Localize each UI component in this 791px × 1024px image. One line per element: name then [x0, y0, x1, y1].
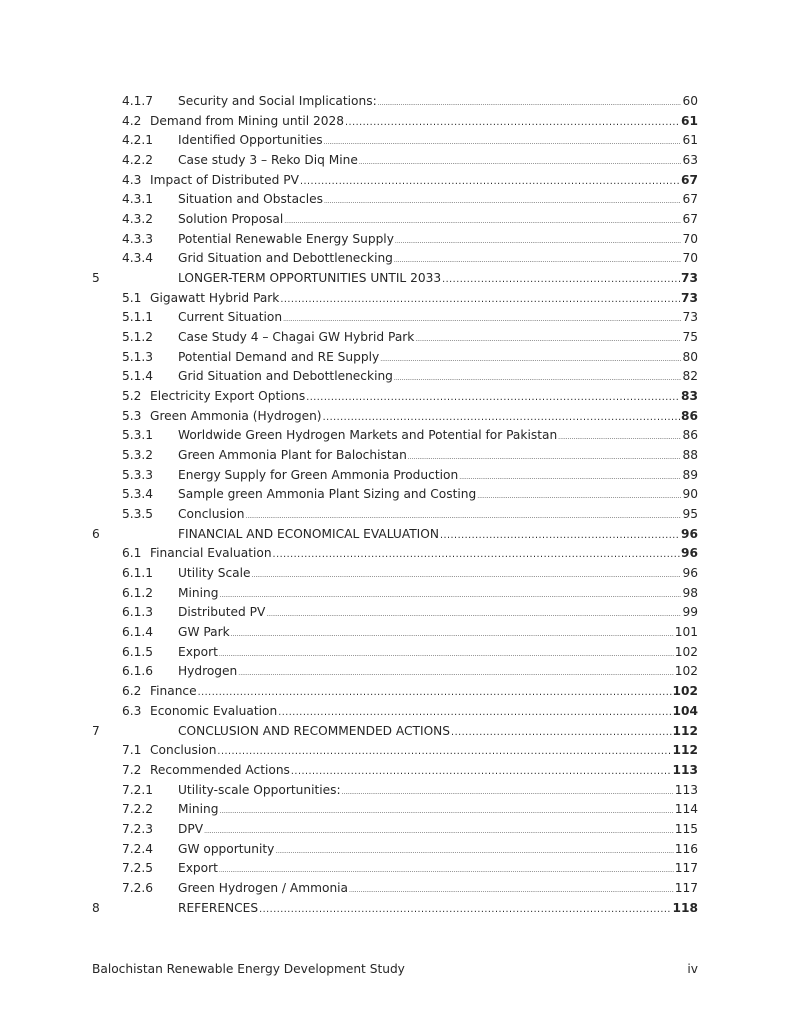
- toc-entry-page: 117: [674, 880, 698, 895]
- toc-entry-title: Electricity Export Options: [150, 389, 306, 404]
- toc-entry-line: [150, 682, 698, 703]
- toc-entry-number: 6.3: [122, 703, 142, 718]
- toc-entry-line: [150, 761, 698, 782]
- toc-entry-number: 4.2.2: [122, 153, 154, 168]
- toc-entry-number: 7.2.5: [122, 861, 154, 876]
- toc-entry-line: [178, 269, 698, 290]
- toc-entry-title: Financial Evaluation: [150, 546, 272, 561]
- toc-dot-leader: [266, 603, 681, 625]
- toc-entry-number: 5.3: [122, 408, 142, 423]
- toc-entry-line: [178, 564, 698, 586]
- toc-dot-leader: [324, 131, 682, 153]
- toc-entry-number: 5.3.4: [122, 487, 154, 502]
- toc-entry-line: [178, 603, 698, 625]
- toc-entry-number: 6.1: [122, 546, 142, 561]
- toc-entry-line: [150, 702, 698, 723]
- toc-entry-number: 6.1.1: [122, 566, 154, 581]
- toc-entry-page: 67: [682, 192, 698, 207]
- toc-entry-line: [150, 544, 698, 565]
- toc-dot-leader: [359, 151, 682, 173]
- toc-entry-number: 5.3.5: [122, 507, 154, 522]
- toc-entry-page: 96: [681, 526, 698, 541]
- toc-dot-leader: [245, 505, 681, 527]
- toc-entry-number: 5.1.4: [122, 369, 154, 384]
- toc-dot-leader: [442, 269, 680, 290]
- toc-dot-leader: [198, 682, 672, 703]
- toc-entry-title: Impact of Distributed PV: [150, 172, 299, 187]
- toc-entry-page: 73: [682, 310, 698, 325]
- toc-dot-leader: [394, 249, 682, 271]
- toc-dot-leader: [219, 800, 673, 822]
- toc-entry-title: REFERENCES: [178, 900, 259, 915]
- toc-entry[interactable]: [0, 348, 791, 368]
- toc-dot-leader: [278, 702, 671, 723]
- toc-dot-leader: [395, 230, 682, 252]
- toc-entry-line: [178, 92, 698, 114]
- toc-entry-line: [150, 289, 698, 310]
- toc-entry-page: 89: [682, 467, 698, 482]
- toc-entry-number: 5.3.3: [122, 467, 154, 482]
- toc-entry[interactable]: [0, 210, 791, 230]
- toc-entry[interactable]: [0, 859, 791, 879]
- toc-entry[interactable]: [0, 485, 791, 505]
- toc-dot-leader: [477, 485, 681, 507]
- toc-entry-number: 7.2.6: [122, 880, 154, 895]
- toc-entry-title: Grid Situation and Debottlenecking: [178, 369, 393, 384]
- toc-entry-line: [178, 446, 698, 468]
- toc-entry-title: Economic Evaluation: [150, 703, 278, 718]
- toc-entry-title: Security and Social Implications:: [178, 94, 377, 108]
- toc-dot-leader: [238, 662, 673, 684]
- toc-entry-page: 99: [682, 605, 698, 620]
- toc-dot-leader: [342, 781, 674, 803]
- toc-entry-number: 4.2.1: [122, 133, 154, 148]
- toc-entry-title: Recommended Actions: [150, 762, 290, 777]
- toc-entry[interactable]: [0, 603, 791, 623]
- toc-entry-line: [178, 781, 698, 803]
- toc-entry[interactable]: [0, 328, 791, 348]
- toc-entry-title: Grid Situation and Debottlenecking: [178, 251, 393, 266]
- toc-entry-page: 86: [681, 408, 698, 423]
- toc-entry-page: 82: [682, 369, 698, 384]
- toc-dot-leader: [231, 623, 674, 645]
- toc-entry-page: 113: [674, 782, 698, 797]
- toc-entry[interactable]: [0, 544, 791, 564]
- toc-entry[interactable]: [0, 151, 791, 171]
- toc-entry-number: 5: [92, 271, 100, 286]
- toc-entry-title: FINANCIAL AND ECONOMICAL EVALUATION: [178, 526, 439, 541]
- toc-entry-line: [150, 112, 698, 133]
- toc-entry-number: 6.1.2: [122, 585, 154, 600]
- toc-entry-number: 7.2.4: [122, 841, 154, 856]
- toc-entry-title: Export: [178, 644, 218, 659]
- toc-entry-line: [178, 230, 698, 252]
- page-footer: [92, 962, 698, 976]
- toc-entry-number: 7.1: [122, 743, 142, 758]
- toc-entry-page: 118: [672, 900, 698, 915]
- toc-dot-leader: [283, 308, 681, 330]
- toc-entry-title: Case study 3 – Reko Diq Mine: [178, 153, 358, 168]
- toc-entry[interactable]: [0, 662, 791, 682]
- toc-entry-line: [178, 210, 698, 232]
- toc-entry-title: Identified Opportunities: [178, 133, 323, 148]
- toc-entry[interactable]: [0, 131, 791, 151]
- toc-entry-page: 73: [681, 290, 698, 305]
- toc-entry-page: 112: [672, 723, 698, 738]
- toc-dot-leader: [558, 426, 681, 448]
- toc-entry-title: Hydrogen: [178, 664, 238, 679]
- toc-dot-leader: [291, 761, 672, 782]
- toc-entry-title: Green Hydrogen / Ammonia: [178, 880, 349, 895]
- toc-entry-page: 83: [681, 389, 698, 404]
- toc-entry-page: 95: [682, 507, 698, 522]
- toc-entry-number: 4.3: [122, 172, 142, 187]
- toc-entry-line: [178, 348, 698, 370]
- toc-entry-page: 70: [682, 251, 698, 266]
- table-of-contents: [0, 92, 791, 918]
- toc-entry-line: [178, 485, 698, 507]
- toc-entry-number: 4.3.4: [122, 251, 154, 266]
- toc-entry[interactable]: [0, 781, 791, 801]
- toc-entry-number: 7.2.2: [122, 802, 154, 817]
- toc-entry-title: Export: [178, 861, 218, 876]
- toc-entry[interactable]: [0, 112, 791, 132]
- toc-entry-title: Mining: [178, 802, 219, 817]
- toc-entry[interactable]: [0, 525, 791, 545]
- toc-entry-page: 102: [674, 644, 698, 659]
- toc-entry[interactable]: [0, 623, 791, 643]
- toc-dot-leader: [451, 722, 672, 743]
- toc-dot-leader: [378, 92, 682, 114]
- toc-entry-page: 98: [682, 585, 698, 600]
- toc-entry-number: 4.1.7: [122, 94, 154, 108]
- toc-entry-title: Solution Proposal: [178, 212, 284, 227]
- toc-entry[interactable]: [0, 584, 791, 604]
- toc-entry-number: 7.2: [122, 762, 142, 777]
- toc-dot-leader: [219, 859, 674, 881]
- toc-entry-page: 70: [682, 231, 698, 246]
- toc-entry-line: [150, 741, 698, 762]
- toc-entry-title: GW Park: [178, 625, 230, 640]
- toc-entry-line: [150, 407, 698, 428]
- toc-entry-title: Utility Scale: [178, 566, 251, 581]
- toc-dot-leader: [273, 544, 680, 565]
- toc-entry-page: 61: [681, 113, 698, 128]
- toc-entry-title: Sample green Ammonia Plant Sizing and Costing: [178, 487, 477, 502]
- toc-dot-leader: [280, 289, 680, 310]
- toc-entry-page: 102: [674, 664, 698, 679]
- toc-entry[interactable]: [0, 92, 791, 112]
- toc-entry[interactable]: [0, 387, 791, 407]
- toc-entry-line: [178, 328, 698, 350]
- toc-entry-line: [178, 466, 698, 488]
- toc-entry-page: 86: [682, 428, 698, 443]
- toc-dot-leader: [415, 328, 681, 350]
- toc-entry-page: 73: [681, 271, 698, 286]
- toc-entry-title: Distributed PV: [178, 605, 266, 620]
- toc-entry-line: [178, 308, 698, 330]
- toc-entry-number: 4.3.3: [122, 231, 154, 246]
- toc-entry-title: Utility-scale Opportunities:: [178, 782, 341, 797]
- toc-entry-line: [178, 151, 698, 173]
- toc-entry-title: Demand from Mining until 2028: [150, 113, 345, 128]
- toc-entry-number: 7.2.1: [122, 782, 154, 797]
- toc-entry-line: [150, 171, 698, 192]
- toc-entry-title: Potential Demand and RE Supply: [178, 349, 380, 364]
- toc-entry-number: 6: [92, 526, 100, 541]
- toc-entry-page: 101: [674, 625, 698, 640]
- toc-entry-page: 88: [682, 448, 698, 463]
- toc-entry-number: 5.1.1: [122, 310, 154, 325]
- toc-entry[interactable]: [0, 741, 791, 761]
- toc-dot-leader: [394, 367, 682, 389]
- toc-entry-page: 67: [682, 212, 698, 227]
- toc-entry[interactable]: [0, 426, 791, 446]
- toc-entry-title: GW opportunity: [178, 841, 275, 856]
- toc-entry-line: [178, 190, 698, 212]
- toc-entry-number: 4.3.1: [122, 192, 154, 207]
- toc-entry-title: Potential Renewable Energy Supply: [178, 231, 394, 246]
- toc-entry-line: [178, 426, 698, 448]
- toc-entry[interactable]: [0, 308, 791, 328]
- toc-entry-page: 61: [682, 133, 698, 148]
- toc-entry-line: [178, 367, 698, 389]
- toc-entry-title: DPV: [178, 821, 204, 836]
- toc-entry-number: 6.1.3: [122, 605, 154, 620]
- toc-entry-page: 112: [672, 743, 698, 758]
- toc-entry-line: [178, 584, 698, 606]
- toc-entry[interactable]: [0, 761, 791, 781]
- toc-dot-leader: [217, 741, 671, 762]
- toc-entry-title: Case Study 4 – Chagai GW Hybrid Park: [178, 330, 415, 345]
- toc-dot-leader: [306, 387, 680, 408]
- toc-entry-number: 5.1: [122, 290, 142, 305]
- toc-entry-number: 5.1.3: [122, 349, 154, 364]
- toc-entry-number: 7.2.3: [122, 821, 154, 836]
- toc-entry[interactable]: [0, 171, 791, 191]
- toc-dot-leader: [459, 466, 681, 488]
- toc-entry[interactable]: [0, 505, 791, 525]
- toc-entry-page: 114: [674, 802, 698, 817]
- toc-entry-page: 104: [672, 703, 698, 718]
- toc-entry-title: Conclusion: [150, 743, 217, 758]
- toc-entry-line: [178, 722, 698, 743]
- toc-entry-line: [178, 505, 698, 527]
- toc-entry[interactable]: [0, 230, 791, 250]
- toc-entry-number: 8: [92, 900, 100, 915]
- toc-entry[interactable]: [0, 702, 791, 722]
- toc-dot-leader: [284, 210, 681, 232]
- toc-entry-number: 5.2: [122, 389, 142, 404]
- toc-dot-leader: [219, 584, 681, 606]
- toc-dot-leader: [275, 840, 673, 862]
- toc-entry-line: [178, 859, 698, 881]
- toc-entry-number: 4.2: [122, 113, 142, 128]
- toc-dot-leader: [380, 348, 681, 370]
- toc-entry[interactable]: [0, 249, 791, 269]
- toc-entry-number: 7: [92, 723, 100, 738]
- toc-entry[interactable]: [0, 564, 791, 584]
- toc-entry-line: [178, 662, 698, 684]
- toc-entry-page: 63: [682, 153, 698, 168]
- toc-entry-title: Finance: [150, 684, 197, 699]
- toc-dot-leader: [300, 171, 680, 192]
- toc-entry-page: 67: [681, 172, 698, 187]
- toc-entry-number: 5.3.1: [122, 428, 154, 443]
- toc-entry-line: [150, 387, 698, 408]
- toc-dot-leader: [324, 190, 682, 212]
- toc-entry[interactable]: [0, 367, 791, 387]
- toc-entry-number: 6.1.5: [122, 644, 154, 659]
- toc-entry-page: 115: [674, 821, 698, 836]
- toc-entry-title: Green Ammonia Plant for Balochistan: [178, 448, 407, 463]
- toc-entry[interactable]: [0, 722, 791, 742]
- toc-dot-leader: [219, 643, 674, 665]
- toc-entry-line: [178, 525, 698, 546]
- footer-title: Balochistan Renewable Energy Development Study: [92, 962, 405, 976]
- toc-entry-line: [178, 131, 698, 153]
- toc-entry-title: Mining: [178, 585, 219, 600]
- toc-entry[interactable]: [0, 289, 791, 309]
- toc-entry-page: 96: [682, 566, 698, 581]
- toc-entry[interactable]: [0, 899, 791, 919]
- toc-dot-leader: [408, 446, 682, 468]
- toc-entry-line: [178, 840, 698, 862]
- toc-entry-page: 116: [674, 841, 698, 856]
- toc-entry[interactable]: [0, 879, 791, 899]
- toc-entry-number: 6.2: [122, 684, 142, 699]
- toc-entry[interactable]: [0, 269, 791, 289]
- toc-entry[interactable]: [0, 820, 791, 840]
- toc-entry-title: Situation and Obstacles: [178, 192, 323, 207]
- toc-entry-page: 102: [672, 684, 698, 699]
- toc-entry[interactable]: [0, 682, 791, 702]
- toc-entry-line: [178, 623, 698, 645]
- toc-dot-leader: [440, 525, 680, 546]
- toc-entry[interactable]: [0, 190, 791, 210]
- toc-entry-title: Energy Supply for Green Ammonia Production: [178, 467, 459, 482]
- toc-entry-line: [178, 879, 698, 901]
- toc-entry[interactable]: [0, 643, 791, 663]
- toc-dot-leader: [252, 564, 682, 586]
- toc-entry-line: [178, 643, 698, 665]
- toc-dot-leader: [204, 820, 674, 842]
- toc-entry-page: 90: [682, 487, 698, 502]
- toc-entry-page: 117: [674, 861, 698, 876]
- toc-dot-leader: [349, 879, 674, 901]
- toc-entry[interactable]: [0, 407, 791, 427]
- footer-page-number: iv: [687, 962, 698, 976]
- toc-entry-title: Green Ammonia (Hydrogen): [150, 408, 322, 423]
- toc-entry-line: [178, 800, 698, 822]
- toc-entry[interactable]: [0, 446, 791, 466]
- toc-entry-line: [178, 249, 698, 271]
- toc-entry-number: 5.1.2: [122, 330, 154, 345]
- toc-entry-title: CONCLUSION AND RECOMMENDED ACTIONS: [178, 723, 451, 738]
- toc-dot-leader: [345, 112, 680, 133]
- toc-entry[interactable]: [0, 466, 791, 486]
- toc-entry-title: Gigawatt Hybrid Park: [150, 290, 280, 305]
- toc-entry-number: 6.1.4: [122, 625, 154, 640]
- toc-entry-page: 113: [672, 762, 698, 777]
- toc-entry-title: Conclusion: [178, 507, 245, 522]
- toc-dot-leader: [259, 899, 671, 920]
- toc-entry-line: [178, 820, 698, 842]
- toc-dot-leader: [323, 407, 680, 428]
- toc-entry-page: 96: [681, 546, 698, 561]
- toc-entry-number: 4.3.2: [122, 212, 154, 227]
- toc-entry-page: 80: [682, 349, 698, 364]
- toc-entry-line: [178, 899, 698, 920]
- toc-entry-title: Current Situation: [178, 310, 283, 325]
- toc-entry-title: Worldwide Green Hydrogen Markets and Potential for Pakistan: [178, 428, 558, 443]
- toc-entry-number: 5.3.2: [122, 448, 154, 463]
- toc-entry[interactable]: [0, 800, 791, 820]
- toc-entry-title: LONGER-TERM OPPORTUNITIES UNTIL 2033: [178, 271, 442, 286]
- toc-entry[interactable]: [0, 840, 791, 860]
- toc-entry-number: 6.1.6: [122, 664, 154, 679]
- toc-entry-page: 60: [682, 94, 698, 108]
- toc-entry-page: 75: [682, 330, 698, 345]
